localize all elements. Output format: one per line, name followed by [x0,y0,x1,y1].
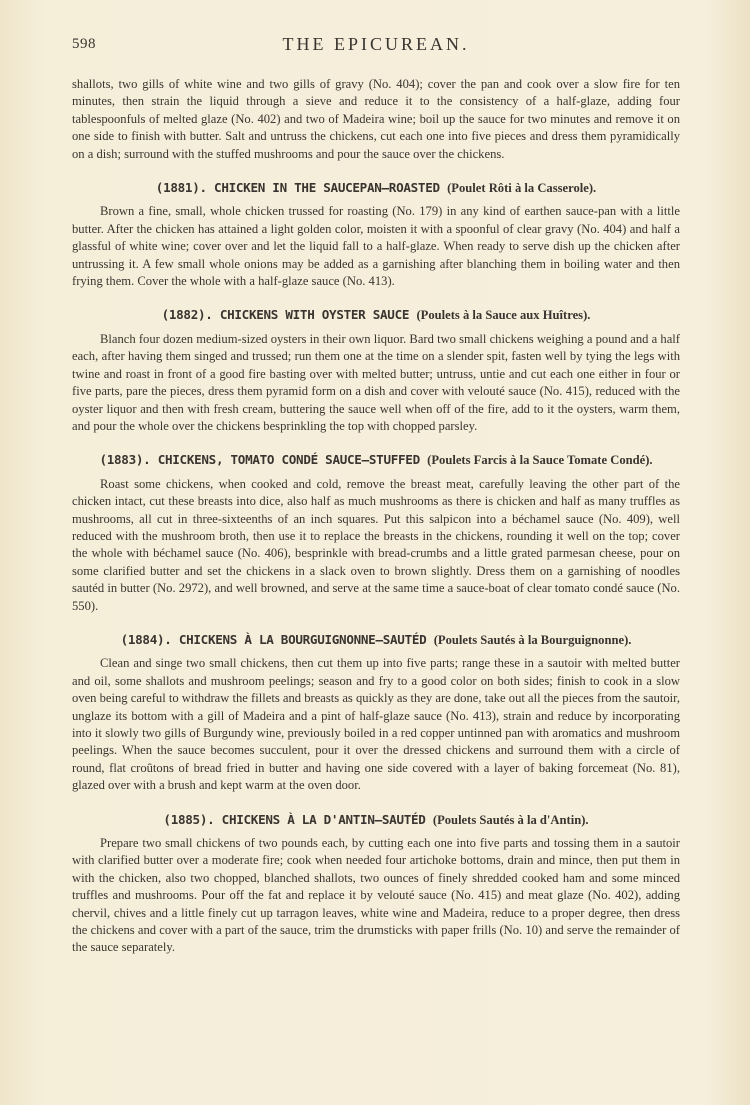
recipe-1883 [72,451,680,615]
continued-paragraph: shallots, two gills of white wine and two gills of gravy (No. 404); cover the pan and cook over a slow fire for ten minutes, then strain the liquid through a sieve and reduce it to the consistency of a half-glaze, adding four tablespoonfuls of melted glaze (No. 402) and two of Madeira wine; boil up the sauce for two minutes and remove it on one side to finish with butter. Salt and untruss the chickens, cut each one into five pieces and dress them pyramidically on a dish; surround with the stuffed mushrooms and pour the sauce over the chickens. [72,77,680,161]
recipe-heading [72,179,680,197]
page-number: 598 [72,36,96,52]
recipe-french-title: (Poulets Sautés à la d'Antin). [432,812,589,827]
recipe-title: (1883). CHICKENS, TOMATO CONDÉ SAUCE—STUFFED [99,452,420,468]
page-content [72,76,680,957]
recipe-1882 [72,306,680,435]
recipe-heading [72,451,680,469]
recipe-body: Blanch four dozen medium-sized oysters in their own liquor. Bard two small chickens weighing a pound and a half each, after having them singed and trussed; run them one at the time on a slender spit, fasten well by tying the legs with twine and roast in front of a good fire basting over with melted butter; untruss, untie and cut each one either in four or five parts, pare the pieces, dress them pyramid form on a dish and cover with velouté sauce (No. 415), reduced with the oyster liquor and then with fresh cream, buttering the sauce well when off of the fire, add to it the oysters, warm them, and pour the whole over the chickens besprinkling the top with chopped parsley. [72,331,680,433]
recipe-heading [72,811,680,829]
recipe-body: Roast some chickens, when cooked and cold, remove the breast meat, carefully leaving the other part of the chicken intact, cut these breasts into dice, also half as much mushrooms as there is chicken and half as many truffles as mushrooms, all cut in three-sixteenths of an inch squares. Put this salpicon into a béchamel sauce (No. 409), well reduced with the mushroom broth, then use it to replace the breasts in the chickens, rounding it well on the top; cover the whole with béchamel sauce (No. 406), besprinkle with bread-crumbs and a little grated parmesan cheese, pour on some clarified butter and set the chickens in a slack oven to brown slightly. Dress them on a garnishing of noodles sautéd in butter (No. 2972), and well browned, and serve at the same time a sauce-boat of clear tomato condé sauce (No. 550). [72,476,680,613]
recipe-1881 [72,179,680,290]
recipe-heading [72,306,680,324]
journal-title: THE EPICUREAN. [282,34,470,54]
recipe-body: Clean and singe two small chickens, then cut them up into five parts; range these in a sautoir with melted butter and oil, some shallots and mushroom peelings; season and fry to a good color on both sides; finish to cook in a slow oven being careful to withdraw the fillets and breasts as quickly as they are done, take out all the pieces from the sautoir, unglaze its bottom with a gill of Madeira and a pint of half-glaze sauce (No. 413), strain and reduce by incorporating into it slowly two gills of Burgundy wine, previously boiled in a red copper untinned pan with aromatics and mushroom peelings. When the sauce becomes succulent, pour it over the dressed chickens and surround them with a circle of round, flat croûtons of bread fried in butter and having one side covered with a layer of baking forcemeat (No. 81), glazed over with a brush and kept warm at the oven door. [72,656,680,793]
recipe-french-title: (Poulets Farcis à la Sauce Tomate Condé). [427,453,653,468]
recipe-title: (1884). CHICKENS À LA BOURGUIGNONNE—SAUTÉD [120,631,427,647]
recipe-body: Prepare two small chickens of two pounds each, by cutting each one into five parts and tossing them in a sautoir with clarified butter over a moderate fire; cook when needed four artichoke bottoms, drain and mince, then put them in with the chicken, also two chopped, blanched shallots, two ounces of finely shredded cooked ham and some minced truffles and mushrooms. Pour off the fat and replace it by velouté sauce (No. 415) and meat glaze (No. 402), adding chervil, chives and a little finely cut up tarragon leaves, white wine and Madeira, reduce to a proper degree, then dress the chickens and cover with a part of the sauce, trim the drumsticks with paper frills (No. 10) and serve the remainder of the sauce separately. [72,836,680,955]
recipe-french-title: (Poulets à la Sauce aux Huîtres). [416,308,591,323]
recipe-title: (1882). CHICKENS WITH OYSTER SAUCE [161,307,410,323]
recipe-french-title: (Poulet Rôti à la Casserole). [447,181,597,196]
running-head [72,30,680,66]
recipe-1884 [72,631,680,795]
recipe-title: (1881). CHICKEN IN THE SAUCEPAN—ROASTED [155,180,440,196]
recipe-heading [72,631,680,649]
recipe-body: Brown a fine, small, whole chicken trussed for roasting (No. 179) in any kind of earthen sauce-pan with a little butter. After the chicken has attained a light golden color, moisten it with a spoonful of clear gravy (No. 404) and half a glassful of white wine; cover over and let the liquid fall to a half-glaze. When ready to serve dish up the chicken after untrussing it. A few small whole onions may be added as a garnishing after blanching them in boiling water and then frying them. Cover the whole with a half-glaze sauce (No. 413). [72,204,680,289]
recipe-1885 [72,811,680,957]
recipe-french-title: (Poulets Sautés à la Bourguignonne). [433,632,632,647]
recipe-title: (1885). CHICKENS À LA D'ANTIN—SAUTÉD [163,811,426,827]
